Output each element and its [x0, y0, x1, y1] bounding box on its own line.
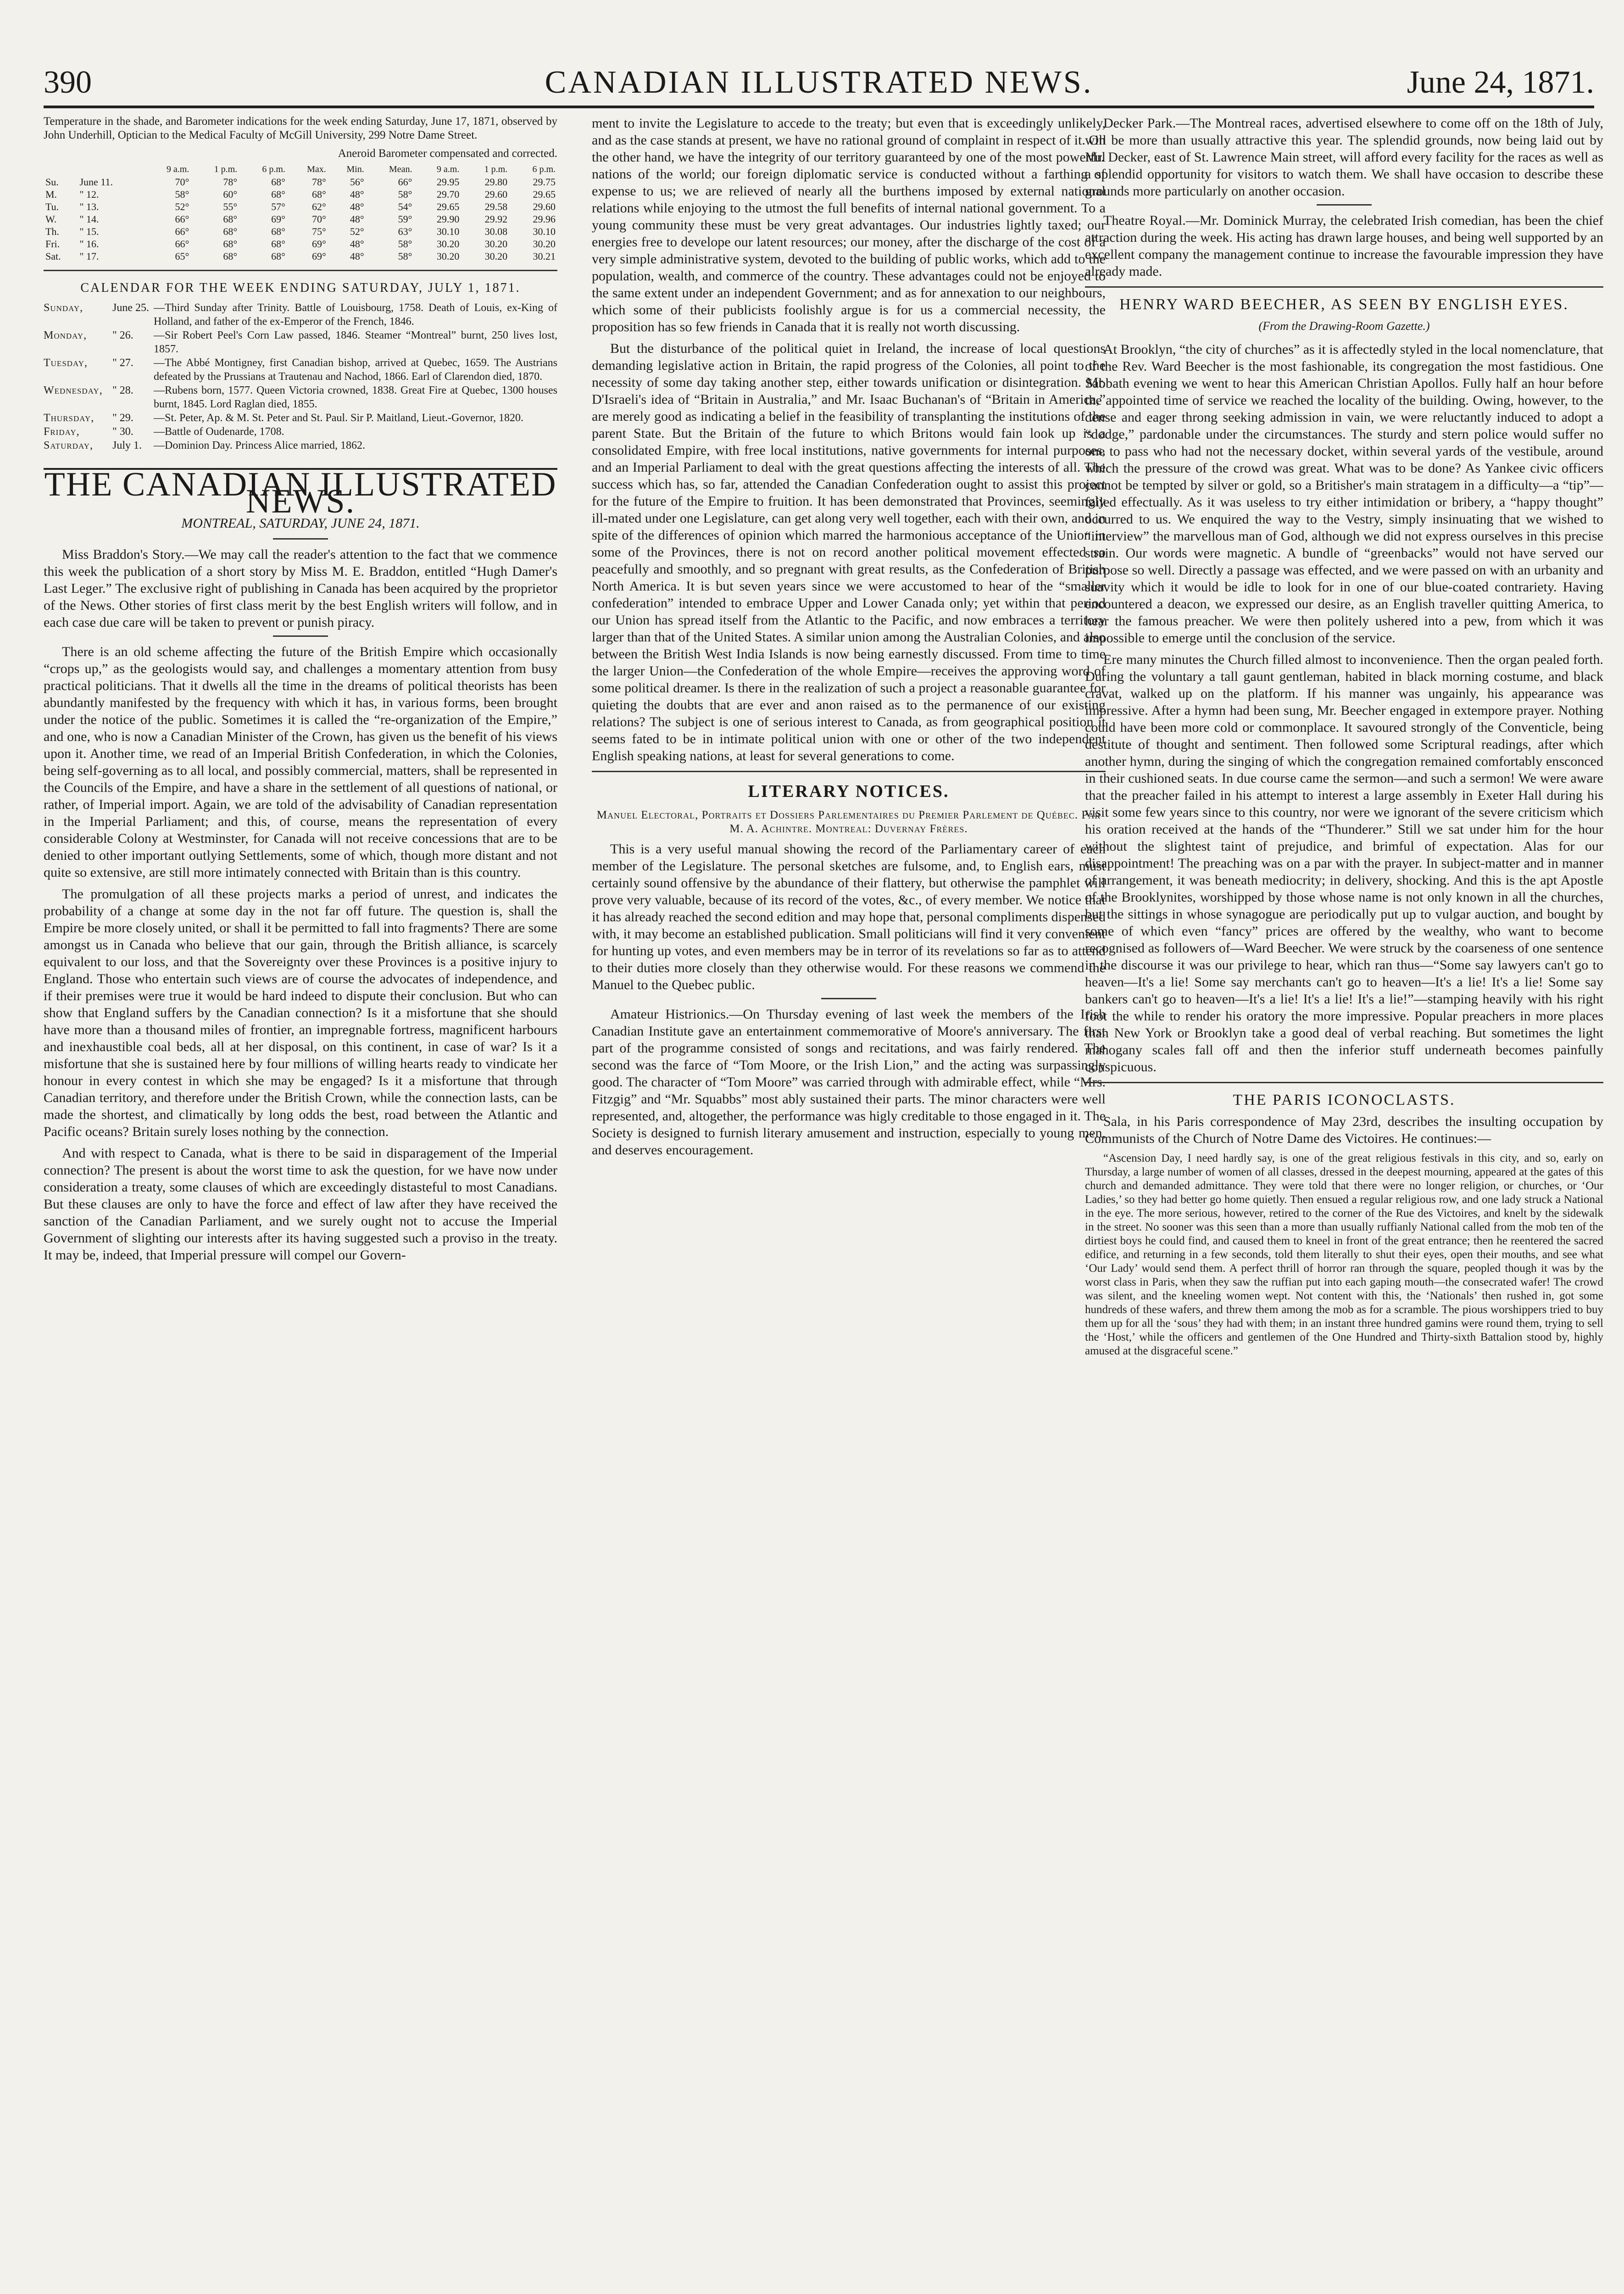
weather-header-cell: Max.	[307, 164, 326, 174]
weather-cell: 29.58	[484, 201, 508, 212]
page-header	[44, 60, 1594, 108]
weather-cell: 30.08	[484, 226, 508, 237]
weather-cell: 66°	[175, 213, 189, 225]
weather-row	[44, 225, 557, 238]
divider	[44, 270, 557, 271]
weather-cell: 29.60	[484, 189, 508, 200]
calendar-date: " 27.	[112, 357, 133, 369]
weather-header-cell	[44, 163, 78, 176]
weather-cell: Tu.	[45, 201, 59, 212]
weather-cell: 30.20	[436, 238, 460, 250]
weather-cell: 66°	[175, 226, 189, 237]
calendar-text: —St. Peter, Ap. & M. St. Peter and St. Paul. Sir P. Maitland, Lieut.-Governor, 1820.	[154, 412, 524, 424]
dateline: MONTREAL, SATURDAY, JUNE 24, 1871.	[181, 516, 420, 531]
calendar-date: " 29.	[112, 412, 133, 424]
weather-header-cell: 6 p.m.	[532, 164, 556, 174]
paragraph: Miss Braddon's Story.—We may call the reader's attention to the fact that we commence this week the publication of a short story by Miss M. E. Braddon, entitled “Hugh Damer's Last Leger.” The exclusive right of publishing in Canada has been acquired by the proprietor of the News. Other stories of first class merit by the best English writers will follow, and in each case due care will be taken to prevent or punish piracy.	[44, 547, 557, 630]
weather-cell: 30.20	[484, 238, 508, 250]
weather-cell: 54°	[398, 201, 412, 212]
calendar-text: —Dominion Day. Princess Alice married, 1862.	[154, 440, 366, 451]
weather-cell: 29.80	[484, 176, 508, 188]
weather-cell: " 14.	[79, 213, 99, 225]
weather-cell: 55°	[223, 201, 238, 212]
weather-cell: 30.20	[484, 251, 508, 262]
calendar-title: CALENDAR FOR THE WEEK ENDING SATURDAY, JULY 1, 1871.	[80, 281, 521, 295]
calendar-day: Wednesday,	[44, 384, 103, 396]
weather-header-cell: 6 p.m.	[262, 164, 285, 174]
weather-cell: Fri.	[45, 238, 60, 250]
weather-cell: June 11.	[79, 176, 113, 188]
calendar-date: June 25.	[112, 302, 149, 314]
paragraph: But the disturbance of the political quiet in Ireland, the increase of local questions demanding legislative action in Britain, the rapid progress of the Colonies, all point to the necessity of some day taking another step, either towards unification or disintegration. Mr. D'Israeli's idea of “Britain in Australia,” and Mr. Isaac Buchanan's of “Britain in America,” are merely good as indicating a belief in the feasibility of transplanting the institutions of the parent State. But the Britain of the future to which Britons would fain look up is a consolidated Empire, with free local institutions, native governments for internal purposes, and an Imperial Parliament to deal with the great questions affecting the interests of all. The success which has, so far, attended the Canadian Confederation ought to assist this project for the future of the Empire to fruition. It has been demonstrated that Provinces, seemingly ill-mated under one Legislature, can get along very well together, each with their own, and in spite of the differences of opinion which marred the harmonious acceptance of the Union in some of the Provinces, there is not on record another political movement effected so peacefully and smoothly, and so pregnant with great results, as the Confederation of British North America. It is but seven years since we were accustomed to hear of the “smaller confederation” intended to embrace Upper and Lower Canada only; yet within that period our Union has spread itself from the Atlantic to the Pacific, and now embraces a territory larger than that of the United States. A similar union among the Australian Colonies, and also between the British West India Islands is now being earnestly discussed. From time to time the larger Union—the Confederation of the whole Empire—receives the approving word of some political dreamer. Is there in the realization of such a project a reasonable guarantee for quieting the doubts that are ever and anon raised as to the permanence of our existing relations? The subject is one of serious interest to Canada, as from geographical position it seems fated to be in intimate political union with one or other of the two independent English speaking nations, at least for several generations to come.	[592, 341, 1106, 763]
weather-cell: 30.10	[436, 226, 460, 237]
paragraph: Decker Park.—The Montreal races, advertised elsewhere to come off on the 18th of July, will be more than usually attractive this year. The splendid grounds, now being laid out by Mr. Decker, east of St. Lawrence Main street, will afford every facility for the races as well as a splendid opportunity for visitors to watch them. We shall have occasion to describe these grounds more particularly on another occasion.	[1085, 116, 1603, 199]
calendar-entry	[44, 439, 557, 452]
calendar-entry	[44, 356, 557, 384]
weather-cell: 68°	[271, 189, 285, 200]
weather-cell: 60°	[223, 189, 238, 200]
calendar-text: —Third Sunday after Trinity. Battle of Louisbourg, 1758. Death of Louis, ex-King of Holland, and father of the ex-Emperor of the French, 1846.	[154, 302, 557, 328]
column-2	[592, 115, 1106, 2271]
weather-cell: 30.10	[533, 226, 556, 237]
calendar-day: Saturday,	[44, 440, 94, 451]
beecher-heading: HENRY WARD BEECHER, AS SEEN BY ENGLISH EYES.	[1119, 296, 1569, 313]
calendar-text: —The Abbé Montigney, first Canadian bishop, arrived at Quebec, 1659. The Austrians defeated by the Prussians at Trautenau and Nachod, 1866. Earl of Clarendon died, 1870.	[154, 357, 557, 383]
weather-cell: 65°	[175, 251, 189, 262]
calendar-date: " 28.	[112, 384, 133, 396]
weather-cell: W.	[45, 213, 57, 225]
weather-row	[44, 200, 557, 213]
weather-cell: 68°	[271, 226, 285, 237]
masthead: THE CANADIAN ILLUSTRATED NEWS.	[44, 466, 557, 520]
divider	[273, 538, 328, 540]
calendar-day: Thursday,	[44, 412, 95, 424]
weather-header-cell: 1 p.m.	[484, 164, 508, 174]
weather-header-cell: 1 p.m.	[214, 164, 238, 174]
weather-cell: 70°	[311, 213, 326, 225]
weather-cell: 29.65	[436, 201, 460, 212]
weather-cell: 68°	[223, 238, 238, 250]
weather-cell: 58°	[398, 251, 412, 262]
weather-cell: " 12.	[79, 189, 99, 200]
calendar-date: " 26.	[112, 329, 133, 341]
paragraph: The promulgation of all these projects marks a period of unrest, and indicates the probability of a change at some day in the not far off future. The question is, shall the Empire be more closely united, or shall it be permitted to fall into fragments? There are some amongst us in Canada who believe that our gain, through the British alliance, is scarcely equivalent to our loss, and that the Sovereignty over these Provinces is a positive injury to England. Those who entertain such views are of course the advocates of independence, and if their premises were true it would be hard indeed to dispute their conclusion. But who can show that England suffers by the Canadian connection? Is it a misfortune that she should have more than a thousand miles of frontier, an impregnable fortress, magnificent harbours and inexhaustible coal beds, all at her disposal, on this continent, in case of war? Is it a misfortune that she is sustained here by four millions of willing hearts ready to vindicate her honour in every contest in which she may be engaged? Is it a misfortune that through Canadian territory, and therefore under the British Crown, while the connection lasts, can be made the shortest, and climatically by long odds the best, road between the Atlantic and Pacific oceans? Britain surely loses nothing by the connection.	[44, 886, 557, 1139]
weather-cell: 57°	[271, 201, 285, 212]
paragraph: There is an old scheme affecting the future of the British Empire which occasionally “crops up,” as the geologists would say, and challenges a momentary attention from busy practical politicians. That it dwells all the time in the dreams of political theorists has been abundantly manifested by the frequency with which it has, in various forms, been brought under the notice of the public. Sometimes it is called the “re-organization of the Empire,” and one, who is now a Canadian Minister of the Crown, has given us the benefit of his views upon it. Another time, we read of an Imperial British Confederation, in which the Colonies, being self-governing as to all local, and possibly commercial, matters, shall be represented in the Councils of the Empire, and have a share in the settlement of all questions of national, or rather, of Imperial import. Again, we are told of the advisability of Canadian representation in the Imperial Parliament; and this, of course, means the representation of every considerable Colony at Westminster, for Canada will not receive concessions that are to be denied to other important outlying Settlements, some of which, though more distant and not quite so extensive, are still more intimately connected with Britain than is this country.	[44, 644, 557, 880]
paragraph: Sala, in his Paris correspondence of May 23rd, describes the insulting occupation by Communists of the Church of Notre Dame des Victoires. He continues:—	[1085, 1114, 1603, 1146]
weather-header-cell: Mean.	[389, 164, 412, 174]
weather-cell: Su.	[45, 176, 59, 188]
weather-cell: 68°	[311, 189, 326, 200]
paragraph: Theatre Royal.—Mr. Dominick Murray, the celebrated Irish comedian, has been the chief attraction during the week. His acting has drawn large houses, and being well supported by an excellent company the management continue to increase the favourable impression they have already made.	[1085, 213, 1603, 279]
weather-cell: 69°	[311, 251, 326, 262]
weather-cell: 48°	[350, 238, 364, 250]
divider	[1085, 1082, 1603, 1083]
calendar-entry	[44, 329, 557, 356]
calendar-text: —Rubens born, 1577. Queen Victoria crowned, 1838. Great Fire at Quebec, 1300 houses burnt, 1845. Lord Raglan died, 1855.	[154, 384, 557, 410]
weather-cell: M.	[45, 189, 57, 200]
weather-cell: 62°	[311, 201, 326, 212]
weather-cell: 58°	[175, 189, 189, 200]
weather-header-cell: 9 a.m.	[166, 164, 189, 174]
weather-cell: 48°	[350, 251, 364, 262]
paragraph: At Brooklyn, “the city of churches” as it is affectedly styled in the local nomenclature, that of the Rev. Ward Beecher is the most fashionable, its congregation the most fastidious. One Sabbath evening we went to hear this American Christian Apollos. Fully half an hour before the appointed time of service we reached the locality of the building. Owing, however, to the dense and eager throng seeking admission in vain, we were reluctantly induced to adopt a “dodge,” pardonable under the circumstances. The sturdy and stern police would suffer no one to pass who had not the necessary docket, within several yards of the vestibule, around which the pressure of the crowd was great. What was to be done? As Yankee civic officers cannot be tempted by silver or gold, so a Britisher's main stratagem in a difficulty—a “tip”—failed effectually. As it was useless to try either intimidation or bribery, a “happy thought” occurred to us. We enquired the way to the Vestry, simply insinuating that we wished to “interview” the marvellous man of God, although we did not express ourselves in this precise strain. Our words were magnetic. A bundle of “greenbacks” would not have served our purpose so well. Directly a passage was effected, and we were passed on with an urbanity and suavity which it would be idle to look for in one of our blue-coated contrariety. Having encountered a deacon, we expressed our desire, as an English traveller quitting America, to hear the famous preacher. We were then politely ushered into a pew, from which it was impossible to emerge until the conclusion of the service.	[1085, 342, 1603, 646]
calendar-date: July 1.	[112, 440, 142, 451]
weather-row	[44, 188, 557, 200]
weather-cell: 29.95	[436, 176, 460, 188]
weather-cell: 70°	[175, 176, 189, 188]
divider	[592, 771, 1106, 772]
weather-row	[44, 238, 557, 250]
weather-cell: Th.	[45, 226, 59, 237]
weather-cell: " 15.	[79, 226, 99, 237]
weather-cell: 48°	[350, 189, 364, 200]
weather-cell: " 17.	[79, 251, 99, 262]
weather-cell: 68°	[271, 238, 285, 250]
calendar-day: Friday,	[44, 426, 80, 438]
weather-cell: 68°	[223, 226, 238, 237]
weather-cell: 30.21	[533, 251, 556, 262]
weather-cell: 69°	[271, 213, 285, 225]
weather-cell: 69°	[311, 238, 326, 250]
weather-cell: 58°	[398, 189, 412, 200]
weather-cell: 29.65	[533, 189, 556, 200]
weather-cell: 29.90	[436, 213, 460, 225]
weather-cell: 68°	[223, 213, 238, 225]
newspaper-title: CANADIAN ILLUSTRATED NEWS.	[545, 65, 1093, 100]
weather-cell: 68°	[271, 176, 285, 188]
weather-cell: 30.20	[436, 251, 460, 262]
paragraph: This is a very useful manual showing the record of the Parliamentary career of each member of the Legislature. The personal sketches are fulsome, and, to English ears, must certainly sound offensive by the abundance of their flattery, but otherwise the pamphlet will prove very valuable, because of its record of the votes, &c., of every member. We notice that it has already reached the second edition and may hope that, personal compliments dispensed with, it may become an established publication. Small politicians will find it very convenient for hunting up votes, and even members may be in terror of its revelations so far as to attend to their duties more closely than they otherwise would. For these reasons we commend the Manuel to the Quebec public.	[592, 841, 1106, 992]
calendar-entry	[44, 384, 557, 411]
barometer-label: Aneroid Barometer compensated and corrected.	[338, 147, 557, 160]
weather-cell: 30.20	[533, 238, 556, 250]
weather-cell: 56°	[350, 176, 364, 188]
page-number: 390	[44, 65, 92, 100]
weather-header-cell: 9 a.m.	[436, 164, 460, 174]
weather-cell: 66°	[398, 176, 412, 188]
weather-intro: Temperature in the shade, and Barometer indications for the week ending Saturday, June 17, 1871, observed by John Underhill, Optician to the Medical Faculty of McGill University, 299 Notre Dame Street.	[44, 115, 557, 141]
weather-cell: 52°	[175, 201, 189, 212]
issue-date: June 24, 1871.	[1407, 65, 1594, 100]
weather-cell: " 13.	[79, 201, 99, 212]
divider	[1085, 286, 1603, 288]
weather-cell: 48°	[350, 201, 364, 212]
calendar-text: —Battle of Oudenarde, 1708.	[154, 426, 284, 438]
weather-cell: " 16.	[79, 238, 99, 250]
weather-cell: Sat.	[45, 251, 61, 262]
calendar-list	[44, 301, 557, 452]
column-3	[1085, 115, 1603, 2271]
weather-cell: 78°	[223, 176, 238, 188]
weather-row	[44, 250, 557, 262]
weather-row	[44, 176, 557, 188]
calendar-day: Monday,	[44, 329, 87, 341]
paragraph: Amateur Histrionics.—On Thursday evening of last week the members of the Irish Canadian Institute gave an entertainment commemorative of Moore's anniversary. The first part of the programme consisted of songs and recitations, and was fairly rendered. The second was the farce of “Tom Moore, or the Irish Lion,” and the acting was surpassingly good. The character of “Tom Moore” was carried through with admirable effect, while “Mrs. Fitzgig” and “Mr. Squabbs” most ably sustained their parts. The minor characters were well represented, and, altogether, the performance was higly creditable to those engaged in it. The Society is designed to furnish literary amusement and instruction, especially to young men, and deserves encouragement.	[592, 1007, 1106, 1158]
paragraph: ment to invite the Legislature to accede to the treaty; but even that is exceedingly unlikely, and as the case stands at present, we have no rational ground of complaint in respect of it. On the other hand, we have the integrity of our territory guaranteed by one of the most powerful nations of the world; our foreign diplomatic service is conducted without a farthing of expense to us; we are relieved of nearly all the burthens imposed by external national relations while enjoying to the utmost the full benefits of internal national government. To a young community these must be very great advantages. Our industries lightly taxed; our energies free to develope our latent resources; our money, after the discharge of the cost of a very simple administrative system, devoted to the building of public works, which add to the population, wealth, and commerce of the country. These advantages could not be enjoyed to the same extent under an independent Government; and as for annexation to our neighbours, which some of their publicists foolishly argue is for us a commercial necessity, the proposition has so few friends in Canada that it is really not worth discussing.	[592, 116, 1106, 334]
weather-header-cell: Min.	[346, 164, 364, 174]
weather-table	[44, 163, 557, 262]
weather-cell: 29.60	[533, 201, 556, 212]
weather-cell: 48°	[350, 213, 364, 225]
weather-row	[44, 213, 557, 225]
beecher-source: (From the Drawing-Room Gazette.)	[1258, 319, 1430, 333]
weather-cell: 29.96	[533, 213, 556, 225]
paragraph: And with respect to Canada, what is there to be said in disparagement of the Imperial connection? The present is about the worst time to ask the question, for we have now under consideration a treaty, some clauses of which are exceedingly distasteful to most Canadians. But these clauses are only to have the force and effect of law after they have received the sanction of the Canadian Parliament, and we surely ought not to accuse the Imperial Government of slighting our interests after its having suggested such a proviso in the treaty. It may be, indeed, that Imperial pressure will compel our Govern-	[44, 1146, 557, 1263]
calendar-entry	[44, 301, 557, 329]
weather-cell: 68°	[271, 251, 285, 262]
weather-cell: 58°	[398, 238, 412, 250]
column-1	[44, 115, 557, 2271]
divider	[273, 635, 328, 637]
weather-header-cell	[78, 163, 144, 176]
paris-heading: THE PARIS ICONOCLASTS.	[1233, 1091, 1456, 1108]
divider	[821, 998, 876, 999]
weather-cell: 29.70	[436, 189, 460, 200]
calendar-date: " 30.	[112, 426, 133, 438]
divider	[1317, 204, 1372, 206]
notice-heading: Manuel Electoral, Portraits et Dossiers Parlementaires du Premier Parlement de Québec. Par M. A. Achintre. Montreal: Duvernay Frères.	[596, 809, 1101, 835]
calendar-day: Tuesday,	[44, 357, 88, 369]
weather-cell: 63°	[398, 226, 412, 237]
calendar-day: Sunday,	[44, 302, 83, 314]
calendar-entry	[44, 411, 557, 425]
weather-cell: 78°	[311, 176, 326, 188]
literary-notices-heading: LITERARY NOTICES.	[748, 782, 950, 801]
paragraph: Ere many minutes the Church filled almost to inconvenience. Then the organ pealed forth. During the voluntary a tall gaunt gentleman, habited in black morning costume, and black cravat, walked up on the platform. If his manner was ungainly, his appearance was impressive. After a hymn had been sung, Mr. Beecher engaged in extempore prayer. Nothing could have been more cold or commonplace. It savoured strongly of the Conventicle, being destitute of thought and sentiment. Then followed some Scriptural readings, after which another hymn, during the singing of which the congregation remained comfortably ensconced in their cushioned seats. In due course came the sermon—and such a sermon! We were aware that the preacher failed in his attempt to interest a large assembly in Exeter Hall during his visit some few years since to this country, nor were we ignorant of the severe criticism which his oration received at the hands of the “Thunderer.” Still we sat under him for the hour without the slightest taint of prejudice, and brimful of expectation. Alas for our disappointment! The preaching was on a par with the prayer. In subject-matter and in manner of arrangement, it was beneath mediocrity; in delivery, shocking. And this is the apt Apostle of the Brooklynites, worshipped by those whose name is not only known in all the churches, but the sittings in whose synagogue are periodically put up to vulgar auction, and bought by some of which even “fancy” prices are offered by the wealthy, who want to become recognised as followers of—Ward Beecher. We were struck by the coarseness of one sentence in the discourse it was our privilege to hear, which ran thus—“Some say lawyers can't go to heaven—It's a lie! Some say merchants can't go to heaven—It's a lie! It's a lie! Some say bankers can't go to heaven—It's a lie! It's a lie! It's a lie!”—stamping heavily with his right foot the while to render his oratory the more impressive. Popular preachers in more places than New York or Brooklyn take a good deal of verbal reaching. But sometimes the light mahogany scales fall off and then the inferior stuff underneath becomes painfully conspicuous.	[1085, 652, 1603, 1075]
weather-cell: 59°	[398, 213, 412, 225]
weather-cell: 68°	[223, 251, 238, 262]
calendar-entry	[44, 425, 557, 439]
paragraph: “Ascension Day, I need hardly say, is one of the great religious festivals in this city, and so, early on Thursday, a large number of women of all classes, dressed in the deepest mourning, appeared at the gates of this church and demanded admittance. They were told that there were no longer religion, or churches, or ‘Our Ladies,’ so they had better go home quietly. Then ensued a regular religious row, and one lady struck a National in the eye. The more serious, however, retired to the corner of the Rue des Victoires, and knelt by the sidewalk in the street. No sooner was this seen than a more than usually ruffianly National called from the mob ten of the dirtiest boys he could find, and caused them to kneel in front of the great entrance; then he reentered the sacred edifice, and returning in a few seconds, told them literally to shut their eyes, open their mouths, and see what ‘Our Lady’ would send them. A perfect thrill of horror ran through the square, peopled though it was by the worst class in Paris, when they saw the ruffian put into each gaping mouth—the consecrated wafer! The crowd was silent, and the kneeling women wept. Not content with this, the ‘Nationals’ then rushed in, got some hundreds of these wafers, and threw them among the mob as for a scramble. The pious worshippers tried to buy them up for all the ‘sous’ they had with them; in an instant three hundred gamins were round them, trying to sell the ‘Host,’ while the officers and gentlemen of the One Hundred and Thirty-sixth Battalion stood by, highly amused at the disgraceful scene.”	[1085, 1152, 1603, 1357]
calendar-text: —Sir Robert Peel's Corn Law passed, 1846. Steamer “Montreal” burnt, 250 lives lost, 1857.	[154, 329, 557, 355]
weather-cell: 66°	[175, 238, 189, 250]
weather-cell: 75°	[311, 226, 326, 237]
weather-cell: 52°	[350, 226, 364, 237]
weather-cell: 29.92	[484, 213, 508, 225]
weather-cell: 29.75	[533, 176, 556, 188]
